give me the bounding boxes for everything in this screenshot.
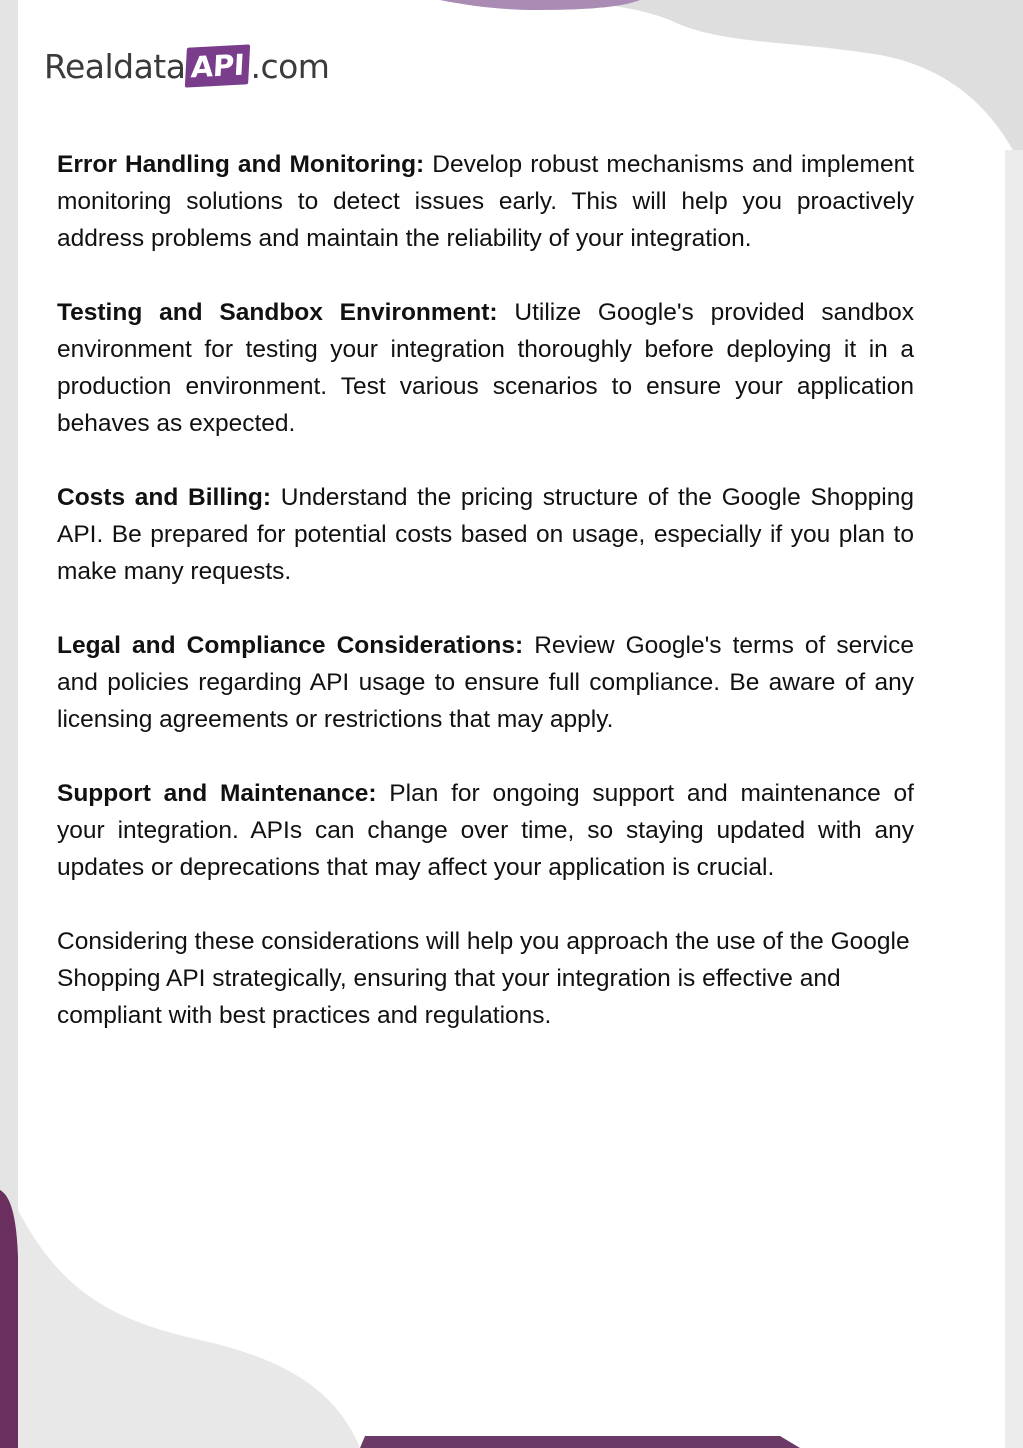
section-body: Plan for ongoing support and maintenance of your integration. APIs can change over time, so staying updated with any updates or deprecations that may affect your application is crucial. xyxy=(57,780,914,881)
logo-suffix: .com xyxy=(250,46,330,86)
section-body: Review Google's terms of service and policies regarding API usage to ensure full compliance. Be aware of any licensing agreements or restrictions that may apply. xyxy=(57,632,915,733)
section-body: Understand the pricing structure of the Google Shopping API. Be prepared for potential costs based on usage, especially if you plan to make many requests. xyxy=(57,484,914,585)
section-costs-billing xyxy=(57,479,914,590)
section-legal-compliance xyxy=(57,627,914,738)
closing-paragraph: Considering these considerations will help you approach the use of the Google Shopping API strategically, ensuring that your integration is effective and compliant with best practices and regulations. xyxy=(57,928,910,1029)
section-testing-sandbox xyxy=(57,294,914,442)
section-heading: Costs and Billing: xyxy=(57,484,272,511)
section-heading: Error Handling and Monitoring: xyxy=(57,151,425,178)
section-heading: Testing and Sandbox Environment: xyxy=(57,299,498,326)
logo-prefix: Realdata xyxy=(44,46,186,86)
section-support-maintenance xyxy=(57,775,914,886)
section-body: Utilize Google's provided sandbox environment for testing your integration thoroughly before deploying it in a production environment. Test various scenarios to ensure your application behaves as expected. xyxy=(57,299,914,437)
document-body xyxy=(57,146,914,1071)
section-error-handling xyxy=(57,146,914,257)
realdataapi-logo xyxy=(44,40,329,92)
section-heading: Legal and Compliance Considerations: xyxy=(57,632,524,659)
section-heading: Support and Maintenance: xyxy=(57,780,377,807)
logo-api-badge: API xyxy=(185,44,250,87)
section-body: Develop robust mechanisms and implement monitoring solutions to detect issues early. This will help you proactively address problems and maintain the reliability of your integration. xyxy=(57,151,914,252)
